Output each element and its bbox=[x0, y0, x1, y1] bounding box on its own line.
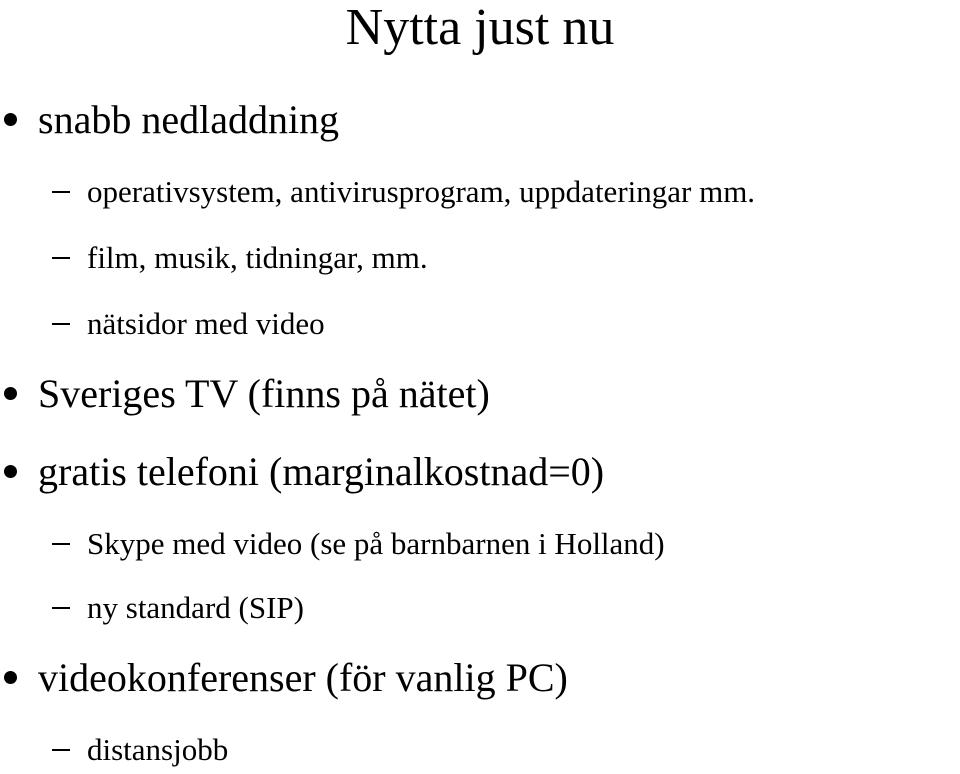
slide-title-text: Nytta just nu bbox=[345, 0, 615, 56]
bullet-dot-icon bbox=[4, 671, 17, 684]
sub-bullet-item bbox=[0, 732, 960, 768]
bullet-text: Sveriges TV (finns på nätet) bbox=[38, 371, 490, 416]
sub-bullet-text: film, musik, tidningar, mm. bbox=[87, 240, 428, 275]
sub-bullet-item bbox=[0, 306, 960, 342]
dash-icon bbox=[52, 191, 70, 193]
sub-bullet-text: nätsidor med video bbox=[87, 306, 325, 341]
bullet-item bbox=[0, 372, 960, 416]
bullet-text: gratis telefoni (marginalkostnad=0) bbox=[38, 449, 605, 494]
dash-icon bbox=[52, 257, 70, 259]
bullet-item bbox=[0, 656, 960, 700]
dash-icon bbox=[52, 607, 70, 609]
bullet-dot-icon bbox=[4, 387, 17, 400]
sub-bullet-item bbox=[0, 174, 960, 210]
sub-bullet-text: distansjobb bbox=[87, 732, 229, 767]
sub-bullet-text: Skype med video (se på barnbarnen i Holland) bbox=[87, 526, 665, 561]
bullet-dot-icon bbox=[4, 465, 17, 478]
bullet-text: snabb nedladdning bbox=[38, 97, 340, 142]
sub-bullet-item bbox=[0, 526, 960, 562]
bullet-item bbox=[0, 98, 960, 142]
sub-bullet-item bbox=[0, 590, 960, 626]
dash-icon bbox=[52, 323, 70, 325]
dash-icon bbox=[52, 543, 70, 545]
sub-bullet-text: ny standard (SIP) bbox=[87, 590, 304, 625]
bullet-dot-icon bbox=[4, 113, 17, 126]
bullet-item bbox=[0, 450, 960, 494]
sub-bullet-text: operativsystem, antivirusprogram, uppdateringar mm. bbox=[87, 174, 756, 209]
sub-bullet-item bbox=[0, 240, 960, 276]
bullet-text: videokonferenser (för vanlig PC) bbox=[38, 655, 568, 700]
dash-icon bbox=[52, 749, 70, 751]
slide-title bbox=[0, 0, 960, 56]
